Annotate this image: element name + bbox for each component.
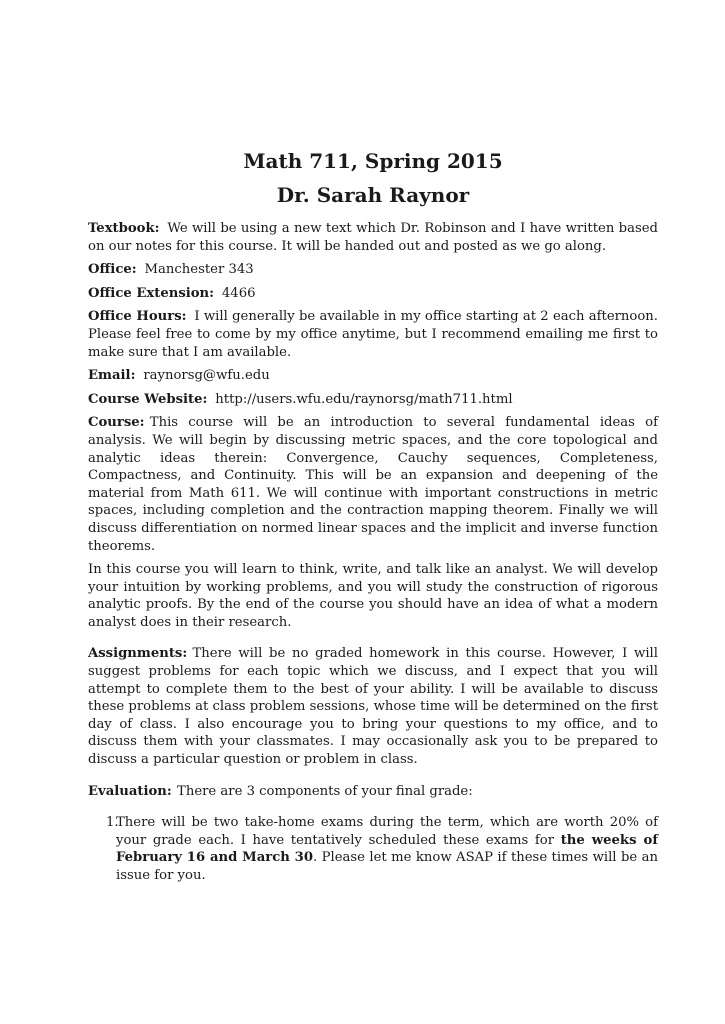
office-hours-section bbox=[88, 308, 658, 361]
course-paragraph-2: In this course you will learn to think, write, and talk like an analyst. We will develop your intuition by working problems, and you will study the construction of rigorous analytic proofs. By the end of the course you should have an idea of what a modern analyst does in their research. bbox=[88, 562, 658, 630]
instructor-name: Dr. Sarah Raynor bbox=[276, 183, 470, 207]
website-url[interactable]: http://users.wfu.edu/raynorsg/math711.html bbox=[215, 391, 513, 407]
evaluation-list bbox=[88, 814, 658, 884]
assignments-text: There will be no graded homework in this course. However, I will suggest problems for each topic which we discuss, and I expect that you will attempt to complete them to the best of your ability. I will be available to discuss these problems at class problem sessions, whose time will be determined on the first day of class. I also encourage you to bring your questions to my office, and to discuss them with your classmates. I may occasionally ask you to be prepared to discuss a particular question or problem in class. bbox=[88, 646, 658, 768]
list-item-number: 1. bbox=[106, 815, 119, 831]
course-section bbox=[88, 414, 658, 555]
syllabus-page bbox=[88, 148, 658, 885]
office-hours-label: Office Hours: bbox=[88, 309, 187, 325]
extension-label: Office Extension: bbox=[88, 285, 215, 301]
email-section bbox=[88, 367, 658, 385]
office-section bbox=[88, 261, 658, 279]
email-label: Email: bbox=[88, 368, 136, 384]
assignments-section bbox=[88, 645, 658, 768]
textbook-section bbox=[88, 220, 658, 255]
office-text: Manchester 343 bbox=[144, 262, 254, 278]
website-label: Course Website: bbox=[88, 391, 208, 407]
email-address[interactable]: raynorsg@wfu.edu bbox=[143, 368, 270, 384]
evaluation-text: There are 3 components of your final grade: bbox=[177, 783, 473, 799]
exam-weeks: the weeks of February 16 and March 30 bbox=[116, 832, 658, 866]
list-item-text: There will be two take-home exams during the term, which are worth 20% of your grade each. I have tentatively scheduled these exams for bbox=[116, 815, 658, 848]
list-item bbox=[88, 814, 658, 884]
syllabus-body bbox=[88, 220, 658, 885]
textbook-label: Textbook: bbox=[88, 221, 160, 236]
course-label: Course: bbox=[88, 415, 145, 431]
list-item-text-end: . Please let me know ASAP if these times will be an issue for you. bbox=[116, 850, 658, 883]
evaluation-section bbox=[88, 783, 658, 801]
assignments-label: Assignments: bbox=[88, 646, 188, 662]
extension-section bbox=[88, 285, 658, 303]
textbook-text: We will be using a new text which Dr. Robinson and I have written based on our notes for this course. It will be handed out and posted as we go along. bbox=[88, 221, 658, 254]
office-hours-text: I will generally be available in my office starting at 2 each afternoon. Please feel free to come by my office anytime, but I recommend emailing me first to make sure that I am available. bbox=[88, 309, 658, 360]
course-text: This course will be an introduction to several fundamental ideas of analysis. We will begin by discussing metric spaces, and the core topological and analytic ideas therein: Convergence, Cauchy sequences, Completeness, Compactness, and Continuity. This will be an expansion and deepening of the material from Math 611. We will continue with important constructions in metric spaces, including completion and the contraction mapping theorem. Finally we will discuss differentiation on normed linear spaces and the implicit and inverse function theorems. bbox=[88, 415, 658, 554]
course-title: Math 711, Spring 2015 bbox=[243, 149, 503, 173]
office-label: Office: bbox=[88, 262, 137, 278]
website-section bbox=[88, 391, 658, 409]
extension-text: 4466 bbox=[221, 285, 256, 301]
evaluation-label: Evaluation: bbox=[88, 783, 172, 799]
